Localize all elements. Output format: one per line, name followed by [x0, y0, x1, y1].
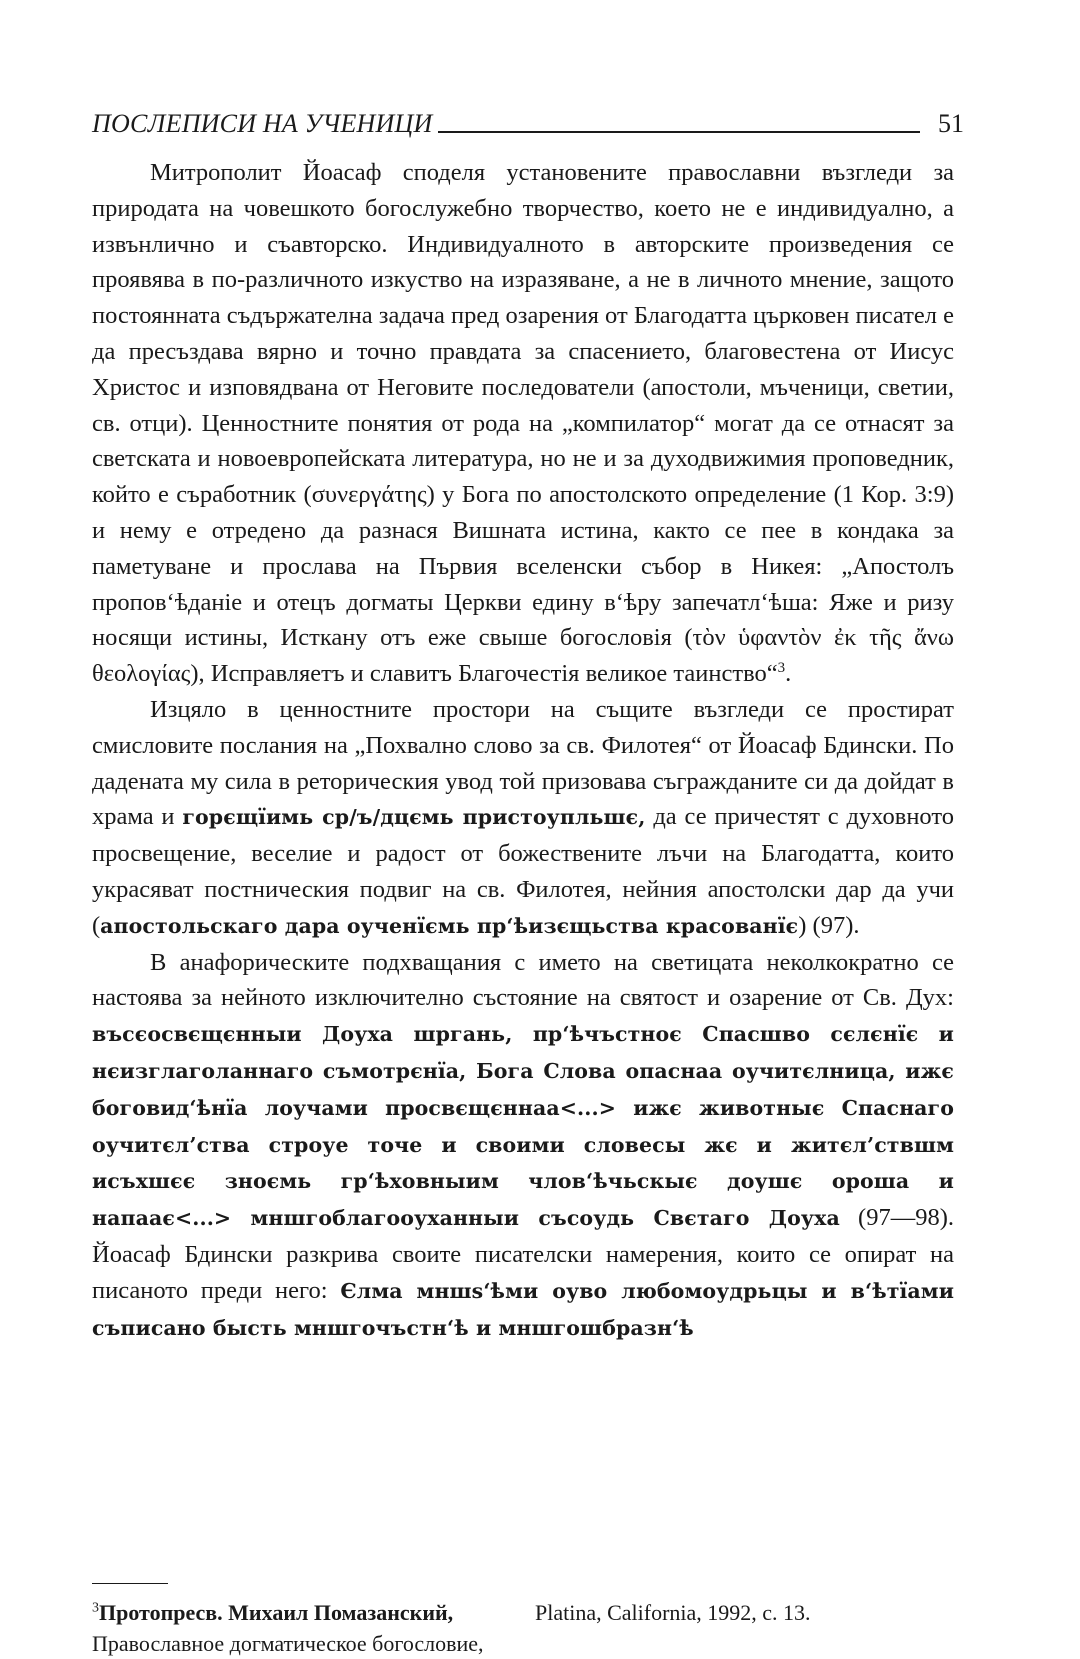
paragraph-3-text-a: В анафорическите подхващания с името на светицата неколкократно се настоява за нейното изключително състояние на святост и озарение от Св. Дух:	[92, 948, 954, 1012]
footnote-text: Православное догматическое богословие, Platina, California, 1992, с. 13.	[92, 1600, 811, 1656]
paragraph-1-text: Митрополит Йоасаф споделя установените православни възгледи за природата на човешкото богослужебно творчество, което не е индивидуално, а извънлично и съавторско. Индивидуалното в авторските произведения се проявява в по-различното изкуство на изразяване, а не в личното мнение, защото постоянната съдържателна задача пред озарения от Благодатта църковен писател е да пресъздава вярно и точно правдата за спасението, благовестена от Иисус Христос и изповядвана от Неговите последователи (апостоли, мъченици, светии, св. отци). Ценностните понятия от рода на „компилатор“ могат да се отнасят за светската и новоевропейската литература, но не и за духодвижимия проповедник, който е съработник (συνεργάτης) у Бога по апостолското определение (1 Кор. 3:9) и нему е отредено да разнася Вишната истина, както се пее в кондака за паметуване и прослава на Първия вселенски събор в Никея: „Апостолъ пропов‘ѣданіе и отецъ догматы Церкви едину в‘ѣру запечатл‘ѣша: Яже и ризу носящи истины, Исткану отъ еже свыше богословія (τὸν ὑφαντὸν ἐκ τῆς ἄνω θεολογίας), Исправляетъ и славитъ Благочестія великое таинство“	[92, 159, 954, 688]
footnote-reference: 3	[777, 660, 786, 676]
paragraph-2-text-b: да се причестят с духовното просвещение, веселие и радост от божествените лъчи на Благодатта, които украсяват постническия подвиг на св. Филотея, нейния апостолски дар да учи (	[92, 803, 954, 939]
footnote	[92, 1597, 954, 1659]
page-number: 51	[938, 109, 964, 138]
running-head	[92, 103, 964, 139]
paragraph-3-text-b: (97—98). Йоасаф Бдински разкрива своите писателски намерения, които се опират на писаното преди него:	[92, 1204, 954, 1304]
paragraph-1-end: .	[785, 660, 792, 688]
church-slavonic-quote: горєщїимь ср/ъ/дцємь пристоупльшє,	[182, 805, 646, 830]
header-rule	[438, 131, 920, 133]
footnote-mark: 3	[92, 1600, 99, 1616]
footnote-author: Протопресв. Михаил Помазанский,	[99, 1600, 454, 1625]
church-slavonic-quote: въсєосвєщєнныи Доуха шргань, пр‘ѣчъстноє Спасшво сєлєнїє и нєизглаголаннаго съмотрєнїа, Бога Слова опаснаа оучитєлница, ижє боговид‘ѣнїа лоучами просвєщєннаа<...> ижє животныє Спаснаго оучитєл’ства строуе точе и своими словесы жє и житєл’ствшм исъхшєє зноємь гр‘ѣховныим члов‘ѣчьскыє доушє ороша и напаає<...> мншгоблагооуханныи съсоудь Свєтаго Доуха	[92, 1022, 954, 1231]
paragraph-2-text-c: ) (97).	[798, 911, 860, 939]
church-slavonic-quote: апостольскаго дара оученїємь пр‘ѣизєщьства красованїє	[100, 913, 799, 938]
paragraph-1	[92, 155, 954, 692]
church-slavonic-quote: Єлма мншѕ‘ѣми оуво любомоудрьцы и в‘ѣтїами съписано бысть мншгочъстн‘ѣ и мншгошбразн‘ѣ	[92, 1278, 954, 1340]
paragraph-3	[92, 945, 954, 1347]
paragraph-2-text-a: Изцяло в ценностните простори на същите възгледи се простират смисловите послания на „Похвално слово за св. Филотея“ от Йоасаф Бдински. По дадената му сила в реторическия увод той призовава съгражданите си да дойдат в храма и	[92, 695, 954, 831]
book-page	[92, 85, 964, 1656]
footnote-rule	[92, 1583, 168, 1584]
body-text	[92, 155, 954, 1346]
running-title: ПОСЛЕПИСИ НА УЧЕНИЦИ	[92, 109, 433, 138]
paragraph-2	[92, 692, 954, 945]
